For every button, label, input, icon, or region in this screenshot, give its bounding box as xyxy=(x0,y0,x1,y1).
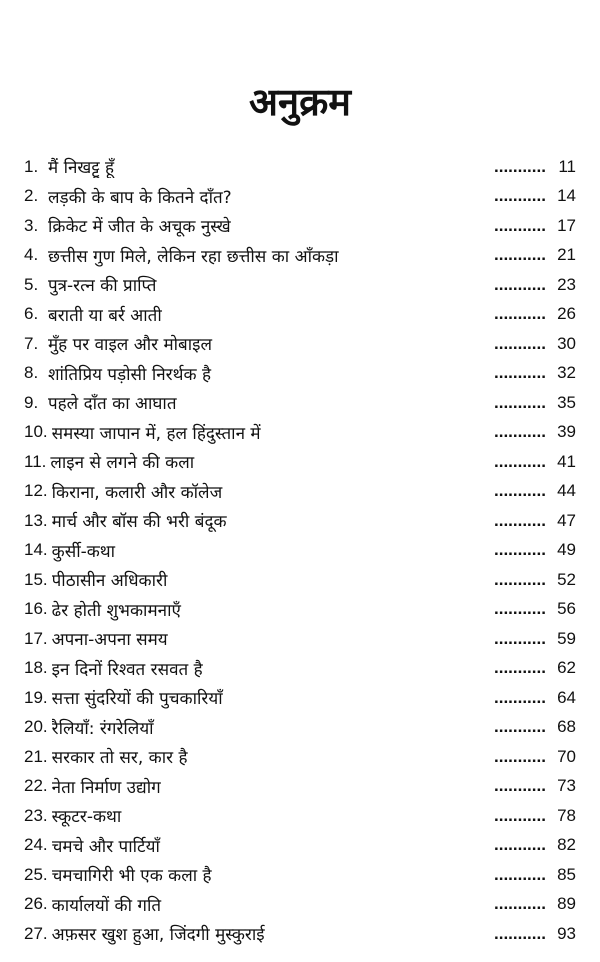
toc-dot-leader: ........... xyxy=(494,363,546,383)
toc-entry xyxy=(24,241,576,271)
toc-entry xyxy=(24,477,576,507)
toc-entry-number: 23. xyxy=(24,805,48,825)
toc-entry-title: पुत्र-रत्न की प्राप्ति xyxy=(48,276,157,297)
toc-entry-number: 24. xyxy=(24,835,48,855)
toc-entry xyxy=(24,801,576,831)
toc-entry xyxy=(24,329,576,359)
toc-entry-title: चमचागिरी भी एक कला है xyxy=(51,866,212,887)
toc-entry xyxy=(24,447,576,477)
toc-dot-leader: ........... xyxy=(494,628,546,648)
toc-entry-page-number: 70 xyxy=(557,746,576,766)
toc-dot-leader: ........... xyxy=(494,569,546,589)
toc-entry xyxy=(24,624,576,654)
toc-entry-number: 13. xyxy=(24,510,48,530)
toc-entry-number: 5. xyxy=(24,274,39,294)
toc-entry-number: 16. xyxy=(24,599,48,619)
toc-entry-page-number: 17 xyxy=(557,215,576,235)
toc-entry xyxy=(24,506,576,536)
toc-dot-leader: ........... xyxy=(494,510,546,530)
toc-dot-leader: ........... xyxy=(494,599,546,619)
toc-entry-title: रैलियाँ: रंगरेलियाँ xyxy=(51,718,154,739)
toc-entry-number: 8. xyxy=(24,363,39,383)
toc-entry-page-number: 41 xyxy=(557,451,576,471)
toc-entry xyxy=(24,654,576,684)
toc-entry-title: मैं निखट्टू हूँ xyxy=(48,158,115,179)
toc-entry-page-number: 11 xyxy=(558,156,576,176)
toc-entry-page-number: 62 xyxy=(557,658,576,678)
toc-entry xyxy=(24,359,576,389)
toc-entry-title: लाइन से लगने की कला xyxy=(50,453,195,474)
toc-entry-number: 21. xyxy=(24,746,48,766)
toc-entry-page-number: 78 xyxy=(557,805,576,825)
toc-dot-leader: ........... xyxy=(494,215,546,235)
toc-entry-page-number: 85 xyxy=(557,864,576,884)
toc-entry-page-number: 47 xyxy=(557,510,576,530)
toc-entry-title: शांतिप्रिय पड़ोसी निरर्थक है xyxy=(48,364,211,385)
toc-entry-number: 20. xyxy=(24,717,48,737)
toc-entry-title: मार्च और बॉस की भरी बंदूक xyxy=(51,512,227,533)
toc-entry-number: 4. xyxy=(24,245,39,265)
toc-entry-title: अफ़सर खुश हुआ, जिंदगी मुस्कुराई xyxy=(51,925,265,946)
toc-entry-title: नेता निर्माण उद्योग xyxy=(51,777,161,798)
toc-entry xyxy=(24,418,576,448)
toc-entry xyxy=(24,860,576,890)
toc-dot-leader: ........... xyxy=(494,658,546,678)
toc-dot-leader: ........... xyxy=(494,717,546,737)
toc-entry-page-number: 21 xyxy=(557,245,576,265)
toc-dot-leader: ........... xyxy=(494,186,546,206)
toc-entry-title: किराना, कलारी और कॉलेज xyxy=(51,482,223,503)
toc-entry-page-number: 56 xyxy=(557,599,576,619)
toc-entry-page-number: 35 xyxy=(557,392,576,412)
toc-entry-number: 1. xyxy=(24,156,39,176)
toc-dot-leader: ........... xyxy=(494,805,546,825)
toc-dot-leader: ........... xyxy=(494,304,546,324)
toc-entry-number: 9. xyxy=(24,392,39,412)
toc-entry xyxy=(24,270,576,300)
toc-entry-number: 18. xyxy=(24,658,48,678)
toc-entry xyxy=(24,713,576,743)
toc-entry-number: 7. xyxy=(24,333,39,353)
toc-entry-number: 14. xyxy=(24,540,48,560)
toc-dot-leader: ........... xyxy=(494,540,546,560)
page-title: अनुक्रम xyxy=(248,80,352,124)
toc-entry-number: 25. xyxy=(24,864,48,884)
toc-entry-number: 22. xyxy=(24,776,48,796)
toc-entry-title: सत्ता सुंदरियों की पुचकारियाँ xyxy=(51,689,223,710)
toc-entry xyxy=(24,919,576,949)
toc-dot-leader: ........... xyxy=(494,245,546,265)
toc-dot-leader: ........... xyxy=(494,451,546,471)
toc-dot-leader: ........... xyxy=(494,894,546,914)
toc-entry-number: 3. xyxy=(24,215,39,235)
toc-entry-number: 12. xyxy=(24,481,48,501)
toc-entry-page-number: 68 xyxy=(557,717,576,737)
toc-dot-leader: ........... xyxy=(494,392,546,412)
toc-entry-title: कार्यालयों की गति xyxy=(51,895,162,916)
toc-entry-title: पहले दाँत का आघात xyxy=(48,394,177,415)
toc-entry-number: 11. xyxy=(24,451,47,471)
toc-entry-title: मुँह पर वाइल और मोबाइल xyxy=(48,335,213,356)
toc-entry-page-number: 49 xyxy=(557,540,576,560)
toc-entry-title: समस्या जापान में, हल हिंदुस्तान में xyxy=(51,423,261,444)
toc-dot-leader: ........... xyxy=(494,835,546,855)
toc-entry-page-number: 64 xyxy=(557,687,576,707)
toc-entry xyxy=(24,772,576,802)
toc-entry-title: चमचे और पार्टियाँ xyxy=(51,836,160,857)
toc-entry xyxy=(24,152,576,182)
toc-entry-page-number: 32 xyxy=(557,363,576,383)
toc-entry-page-number: 73 xyxy=(557,776,576,796)
toc-entry-title: स्कूटर-कथा xyxy=(51,807,122,828)
toc-entry xyxy=(24,831,576,861)
toc-entry-page-number: 59 xyxy=(557,628,576,648)
toc-entry xyxy=(24,595,576,625)
toc-entry-number: 17. xyxy=(24,628,48,648)
toc-dot-leader: ........... xyxy=(494,156,546,176)
toc-entry-title: सरकार तो सर, कार है xyxy=(51,748,188,769)
toc-entry-page-number: 39 xyxy=(557,422,576,442)
toc-entry-title: कुर्सी-कथा xyxy=(51,541,116,562)
toc-entry-number: 10. xyxy=(24,422,48,442)
toc-entry-page-number: 44 xyxy=(557,481,576,501)
toc-entry-title: अपना-अपना समय xyxy=(51,630,168,651)
toc-entry-page-number: 93 xyxy=(557,923,576,943)
toc-entry xyxy=(24,182,576,212)
toc-entry xyxy=(24,683,576,713)
toc-entry-number: 2. xyxy=(24,186,39,206)
table-of-contents xyxy=(24,152,576,949)
toc-dot-leader: ........... xyxy=(494,333,546,353)
toc-dot-leader: ........... xyxy=(494,864,546,884)
toc-entry xyxy=(24,388,576,418)
toc-entry xyxy=(24,890,576,920)
toc-entry-page-number: 23 xyxy=(557,274,576,294)
toc-entry-title: बराती या बर्र आती xyxy=(48,305,162,326)
toc-entry-title: क्रिकेट में जीत के अचूक नुस्खे xyxy=(48,217,231,238)
toc-entry-number: 15. xyxy=(24,569,48,589)
toc-entry-title: छत्तीस गुण मिले, लेकिन रहा छत्तीस का आँकड़ा xyxy=(48,246,339,267)
toc-dot-leader: ........... xyxy=(494,422,546,442)
toc-entry-number: 6. xyxy=(24,304,39,324)
toc-entry-title: लड़की के बाप के कितने दाँत? xyxy=(48,187,232,208)
toc-entry-number: 19. xyxy=(24,687,48,707)
toc-entry-page-number: 82 xyxy=(557,835,576,855)
toc-dot-leader: ........... xyxy=(494,687,546,707)
toc-entry-number: 26. xyxy=(24,894,48,914)
toc-entry xyxy=(24,211,576,241)
toc-dot-leader: ........... xyxy=(494,923,546,943)
toc-entry xyxy=(24,742,576,772)
toc-entry-page-number: 52 xyxy=(557,569,576,589)
toc-dot-leader: ........... xyxy=(494,776,546,796)
toc-entry xyxy=(24,300,576,330)
toc-entry-title: ढेर होती शुभकामनाएँ xyxy=(51,600,181,621)
toc-entry-page-number: 14 xyxy=(557,186,576,206)
toc-entry-title: इन दिनों रिश्वत रसवत है xyxy=(51,659,203,680)
toc-entry-page-number: 89 xyxy=(557,894,576,914)
toc-dot-leader: ........... xyxy=(494,746,546,766)
toc-entry xyxy=(24,536,576,566)
toc-dot-leader: ........... xyxy=(494,481,546,501)
toc-dot-leader: ........... xyxy=(494,274,546,294)
toc-entry-page-number: 26 xyxy=(557,304,576,324)
toc-entry-number: 27. xyxy=(24,923,48,943)
toc-entry-title: पीठासीन अधिकारी xyxy=(51,571,168,592)
toc-entry xyxy=(24,565,576,595)
toc-entry-page-number: 30 xyxy=(557,333,576,353)
